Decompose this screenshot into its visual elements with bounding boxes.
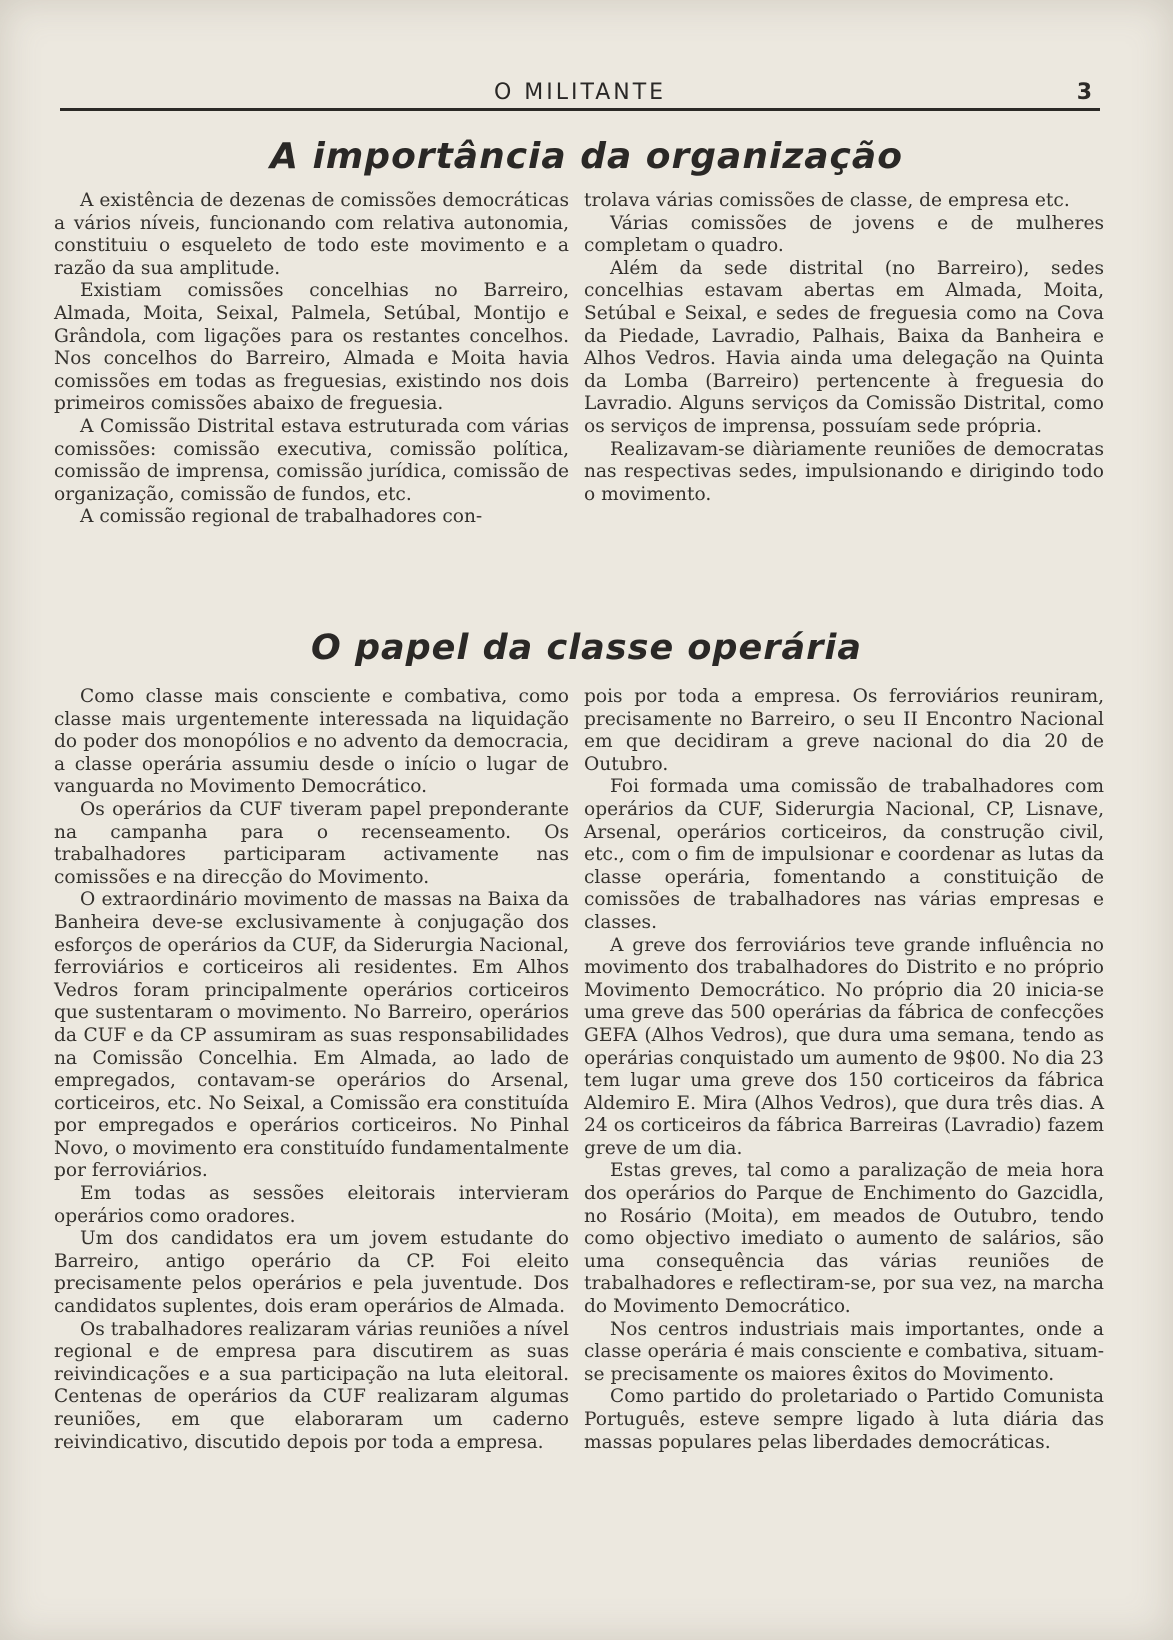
- paragraph: Como classe mais consciente e combativa, como classe mais urgentemente interessada na liquidação do poder dos monopólios e no advento da democracia, a classe operária assumiu desde o início o lugar de vanguarda no Movimento Democrático.: [54, 686, 569, 798]
- header-rule: [60, 108, 1100, 111]
- paragraph: pois por toda a empresa. Os ferroviários reuniram, precisamente no Barreiro, o seu II Encontro Nacional em que decidiram a greve nacional do dia 20 de Outubro.: [584, 686, 1104, 775]
- paragraph: Os operários da CUF tiveram papel preponderante na campanha para o recenseamento. Os trabalhadores participaram activamente nas comissões e na direcção do Movimento.: [54, 798, 569, 888]
- article2-column-left: [54, 686, 569, 1454]
- paragraph: A existência de dezenas de comissões democráticas a vários níveis, funcionando com relativa autonomia, constituiu o esqueleto de todo este movimento e a razão da sua amplitude.: [54, 190, 569, 279]
- paragraph: Estas greves, tal como a paralização de meia hora dos operários do Parque de Enchimento do Gazcidla, no Rosário (Moita), em meados de Outubro, tendo como objectivo imediato o aumento de salários, são uma consequência das várias reuniões de trabalhadores e reflectiram-se, por sua vez, na marcha do Movimento Democrático.: [584, 1160, 1104, 1318]
- paragraph: Nos centros industriais mais importantes, onde a classe operária é mais consciente e combativa, situam-se precisamente os maiores êxitos do Movimento.: [584, 1318, 1104, 1385]
- paragraph: Realizavam-se diàriamente reuniões de democratas nas respectivas sedes, impulsionando e dirigindo todo o movimento.: [584, 438, 1104, 505]
- paragraph: A Comissão Distrital estava estruturada com várias comissões: comissão executiva, comissão política, comissão de imprensa, comissão jurídica, comissão de organização, comissão de fundos, etc.: [54, 415, 569, 505]
- page-header: [60, 72, 1100, 108]
- paragraph: Em todas as sessões eleitorais intervieram operários como oradores.: [54, 1183, 569, 1227]
- article1-column-left: [54, 190, 569, 529]
- paragraph: Existiam comissões concelhias no Barreiro, Almada, Moita, Seixal, Palmela, Setúbal, Montijo e Grândola, com ligações para os restantes concelhos. Nos concelhos do Barreiro, Almada e Moita havia comissões em todas as freguesias, existindo nos dois primeiros comissões abaixo de freguesia.: [54, 280, 569, 415]
- paragraph: trolava várias comissões de classe, de empresa etc.: [584, 190, 1070, 211]
- paragraph: O extraordinário movimento de massas na Baixa da Banheira deve-se exclusivamente à conjugação dos esforços de operários da CUF, da Siderurgia Nacional, ferroviários e corticeiros ali residentes. Em Alhos Vedros foram principalmente operários corticeiros que sustentaram o movimento. No Barreiro, operários da CUF e da CP assumiram as suas responsabilidades na Comissão Concelhia. Em Almada, ao lado de empregados, contavam-se operários do Arsenal, corticeiros, etc. No Seixal, a Comissão era constituída por empregados e operários corticeiros. No Pinhal Novo, o movimento era constituído fundamentalmente por ferroviários.: [54, 889, 569, 1182]
- paragraph: Os trabalhadores realizaram várias reuniões a nível regional e de empresa para discutirem as suas reivindicações e a sua participação na luta eleitoral. Centenas de operários da CUF realizaram algumas reuniões, em que elaboraram um caderno reivindicativo, discutido depois por toda a empresa.: [54, 1318, 569, 1453]
- article2-headline: O papel da classe operária: [311, 628, 862, 668]
- article2-column-right: [584, 686, 1104, 1454]
- article1-column-right: [584, 190, 1104, 506]
- newspaper-title: O MILITANTE: [493, 80, 667, 105]
- paragraph: Como partido do proletariado o Partido Comunista Português, esteve sempre ligado à luta diária das massas populares pelas liberdades democráticas.: [584, 1386, 1104, 1453]
- paragraph: Um dos candidatos era um jovem estudante do Barreiro, antigo operário da CP. Foi eleito precisamente pelos operários e pela juventude. Dos candidatos suplentes, dois eram operários de Almada.: [54, 1228, 569, 1318]
- paragraph: Várias comissões de jovens e de mulheres completam o quadro.: [584, 212, 1104, 257]
- paragraph: Além da sede distrital (no Barreiro), sedes concelhias estavam abertas em Almada, Moita, Setúbal e Seixal, e sedes de freguesia como na Cova da Piedade, Lavradio, Palhais, Baixa da Banheira e Alhos Vedros. Havia ainda uma delegação na Quinta da Lomba (Barreiro) pertencente à freguesia do Lavradio. Alguns serviços da Comissão Distrital, como os serviços de imprensa, possuíam sede própria.: [584, 257, 1104, 437]
- paragraph: A greve dos ferroviários teve grande influência no movimento dos trabalhadores do Distrito e no próprio Movimento Democrático. No próprio dia 20 inicia-se uma greve das 500 operárias da fábrica de confecções GEFA (Alhos Vedros), que dura uma semana, tendo as operárias conquistado um aumento de 9$00. No dia 23 tem lugar uma greve dos 150 corticeiros da fábrica Aldemiro E. Mira (Alhos Vedros), que dura três dias. A 24 os corticeiros da fábrica Barreiras (Lavradio) fazem greve de um dia.: [584, 934, 1104, 1159]
- paragraph: A comissão regional de trabalhadores con-: [80, 506, 483, 528]
- page-number: 3: [1076, 80, 1092, 105]
- article1-headline: A importância da organização: [270, 136, 903, 177]
- paragraph: Foi formada uma comissão de trabalhadores com operários da CUF, Siderurgia Nacional, CP, Lisnave, Arsenal, operários corticeiros, da construção civil, etc., com o fim de impulsionar e coordenar as lutas da classe operária, fomentando a constituição de comissões de trabalhadores nas várias empresas e classes.: [584, 776, 1104, 933]
